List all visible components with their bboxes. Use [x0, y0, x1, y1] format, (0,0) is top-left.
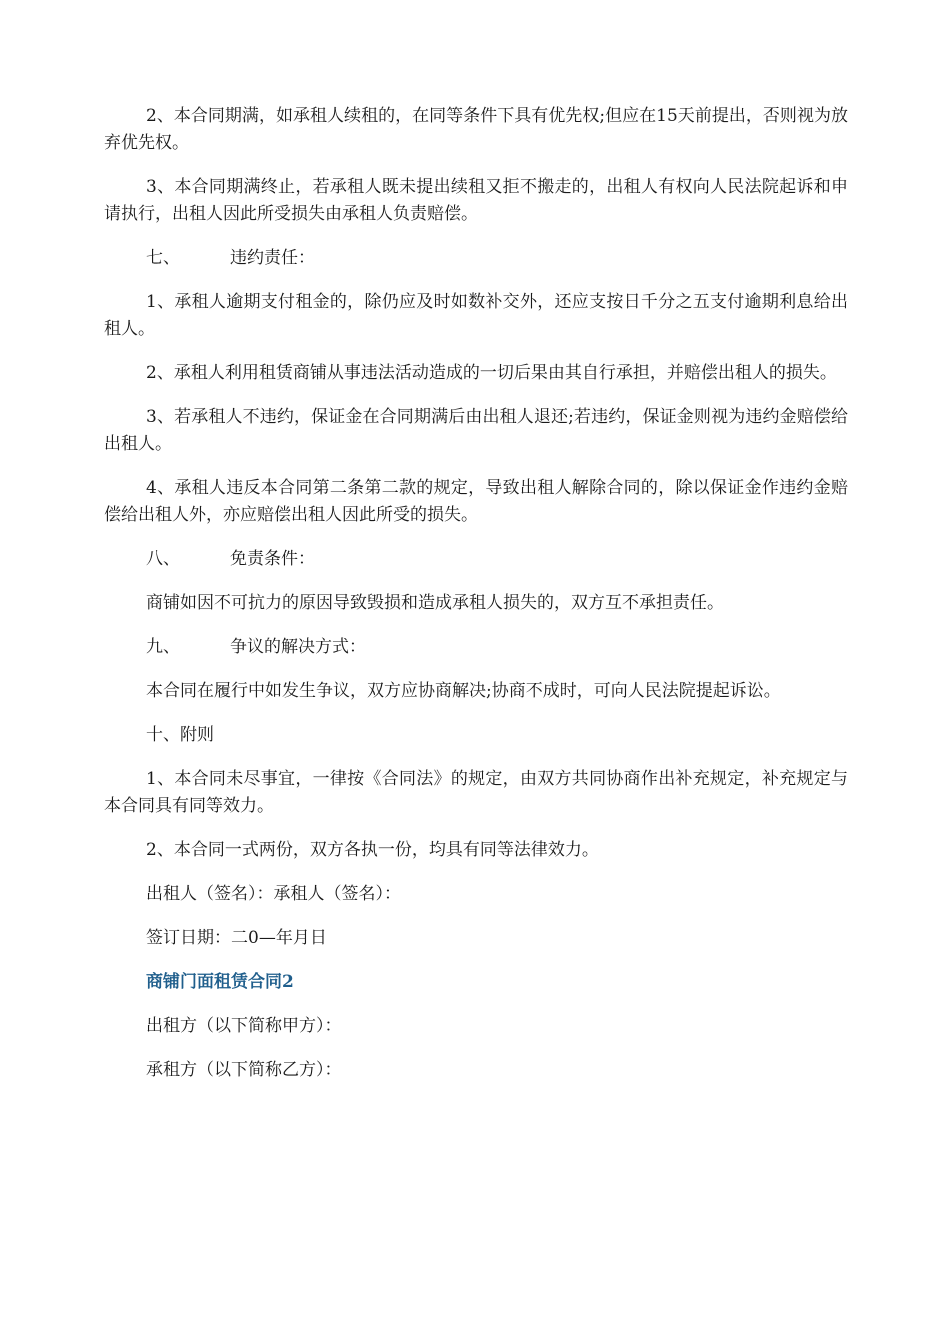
section-heading-breach — [104, 245, 848, 272]
signature-line: 出租人（签名）：承租人（签名）： — [146, 884, 401, 904]
clause-illegal-activity: 2、承租人利用租赁商铺从事违法活动造成的一切后果由其自行承担，并赔偿出租人的损失。 — [146, 363, 837, 383]
party-a-line: 出租方（以下简称甲方）： — [146, 1016, 342, 1036]
clause-copies: 2、本合同一式两份，双方各执一份，均具有同等法律效力。 — [146, 840, 599, 860]
section-number: 八、 — [146, 549, 180, 569]
contract-2-title: 商铺门面租赁合同2 — [146, 972, 294, 992]
clause-expiry-refusal: 3、本合同期满终止，若承租人既未提出续租又拒不搬走的，出租人有权向人民法院起诉和申请执行，出租人因此所受损失由承租人负责赔偿。 — [104, 177, 848, 224]
section-title: 违约责任： — [230, 248, 315, 268]
section-number: 九、 — [146, 637, 180, 657]
clause-force-majeure: 商铺如因不可抗力的原因导致毁损和造成承租人损失的，双方互不承担责任。 — [146, 593, 724, 613]
section-number: 七、 — [146, 248, 180, 268]
section-heading-supplementary: 十、附则 — [146, 725, 214, 745]
clause-termination: 4、承租人违反本合同第二条第二款的规定，导致出租人解除合同的，除以保证金作违约金赔偿给出租人外，亦应赔偿出租人因此所受的损失。 — [104, 478, 848, 525]
party-b-line: 承租方（以下简称乙方）： — [146, 1060, 342, 1080]
clause-deposit: 3、若承租人不违约，保证金在合同期满后由出租人退还;若违约，保证金则视为违约金赔偿给出租人。 — [104, 407, 848, 454]
document-body — [104, 103, 848, 1101]
clause-supplement: 1、本合同未尽事宜，一律按《合同法》的规定，由双方共同协商作出补充规定，补充规定与本合同具有同等效力。 — [104, 769, 848, 816]
clause-renewal-priority: 2、本合同期满，如承租人续租的，在同等条件下具有优先权;但应在15天前提出，否则视为放弃优先权。 — [104, 106, 848, 153]
signing-date: 签订日期：二0—年月日 — [146, 928, 327, 948]
section-title: 争议的解决方式： — [230, 637, 366, 657]
section-heading-dispute — [104, 634, 848, 661]
clause-dispute-resolution: 本合同在履行中如发生争议，双方应协商解决;协商不成时，可向人民法院提起诉讼。 — [146, 681, 781, 701]
section-heading-exemption — [104, 546, 848, 573]
section-title: 免责条件： — [230, 549, 315, 569]
clause-late-rent: 1、承租人逾期支付租金的，除仍应及时如数补交外，还应支按日千分之五支付逾期利息给出租人。 — [104, 292, 848, 339]
